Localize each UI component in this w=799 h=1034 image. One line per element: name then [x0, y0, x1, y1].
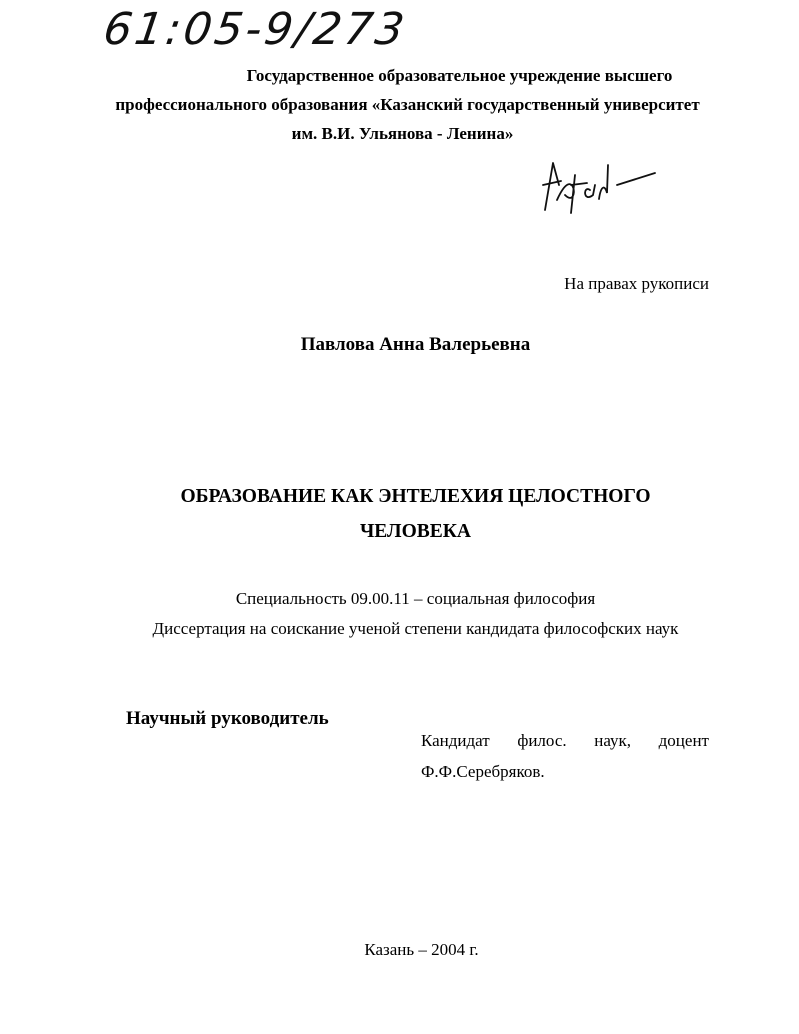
place-and-year: Казань – 2004 г.	[364, 940, 479, 959]
institution-line-2: профессионального образования «Казанский государственный университет	[115, 95, 700, 114]
handwritten-archive-code: 61:05-9/273	[100, 4, 411, 55]
supervisor-title-word: филос.	[517, 731, 567, 750]
supervisor-title-word: доцент	[658, 731, 709, 750]
supervisor-title-word: наук,	[594, 731, 632, 750]
dissertation-title-line-1: ОБРАЗОВАНИЕ КАК ЭНТЕЛЕХИЯ ЦЕЛОСТНОГО	[180, 486, 651, 507]
author-name: Павлова Анна Валерьевна	[300, 334, 531, 355]
degree-statement: Диссертация на соискание ученой степени кандидата философских наук	[152, 619, 679, 638]
dissertation-title-line-2: ЧЕЛОВЕКА	[360, 521, 471, 542]
rights-note: На правах рукописи	[564, 274, 709, 293]
institution-line-1: Государственное образовательное учреждение высшего	[246, 66, 673, 85]
supervisor-title-word: Кандидат	[421, 731, 490, 750]
supervisor-label: Научный руководитель	[126, 708, 329, 729]
handwritten-signature	[535, 155, 665, 220]
supervisor-title	[421, 731, 709, 751]
specialty: Специальность 09.00.11 – социальная философия	[235, 589, 596, 608]
supervisor-name: Ф.Ф.Серебряков.	[421, 762, 545, 781]
institution-line-3: им. В.И. Ульянова - Ленина»	[291, 124, 514, 143]
